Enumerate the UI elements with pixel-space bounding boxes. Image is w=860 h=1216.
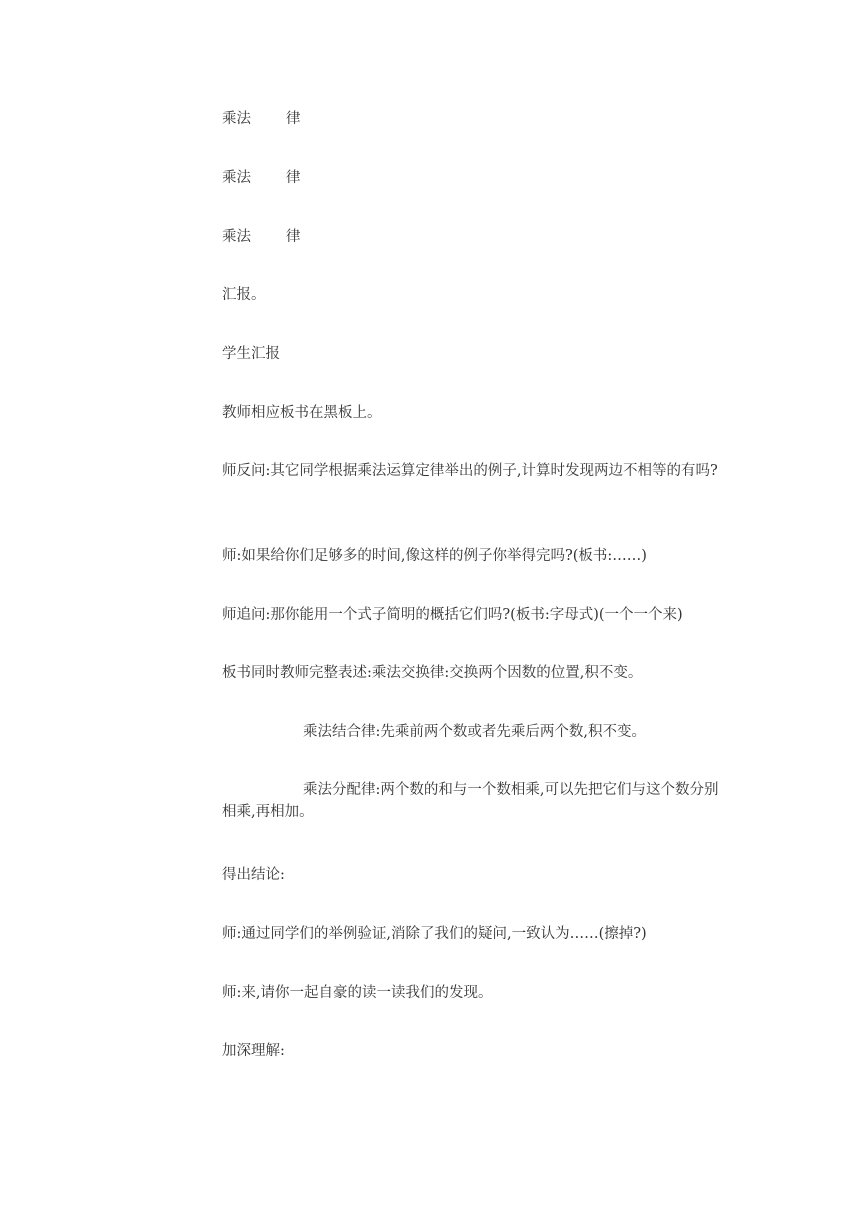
paragraph-verify: 师:通过同学们的举例验证,消除了我们的疑问,一致认为……(擦掉?) [222,926,647,942]
law-line-3 [222,226,301,248]
paragraph-follow-up: 师追问:那你能用一个式子简明的概括它们吗?(板书:字母式)(一个一个来) [222,607,683,623]
paragraph-read-together: 师:来,请你一起自豪的读一读我们的发现。 [222,985,493,1001]
law-line-1-suffix: 律 [286,111,301,127]
law-line-2-prefix: 乘法 [222,170,251,186]
paragraph-distributive-law: 乘法分配律:两个数的和与一个数相乘,可以先把它们与这个数分别相乘,再相加。 [222,782,719,820]
law-line-3-suffix: 律 [286,229,301,245]
law-line-3-prefix: 乘法 [222,229,251,245]
paragraph-report: 汇报。 [222,287,266,303]
paragraph-conclusion-heading: 得出结论: [222,867,285,883]
paragraph-associative-law: 乘法结合律:先乘前两个数或者先乘后两个数,积不变。 [303,724,646,740]
paragraph-commutative-law: 板书同时教师完整表述:乘法交换律:交换两个因数的位置,积不变。 [222,665,643,681]
paragraph-question: 师反问:其它同学根据乘法运算定律举出的例子,计算时发现两边不相等的有吗? [222,463,718,479]
law-line-1-prefix: 乘法 [222,111,251,127]
paragraph-enough-time: 师:如果给你们足够多的时间,像这样的例子你举得完吗?(板书:……) [222,548,647,564]
law-line-2 [222,167,301,189]
law-line-1 [222,108,301,130]
paragraph-teacher-board: 教师相应板书在黑板上。 [222,405,382,421]
paragraph-student-report: 学生汇报 [222,346,280,362]
paragraph-deepen-heading: 加深理解: [222,1043,285,1059]
law-line-2-suffix: 律 [286,170,301,186]
